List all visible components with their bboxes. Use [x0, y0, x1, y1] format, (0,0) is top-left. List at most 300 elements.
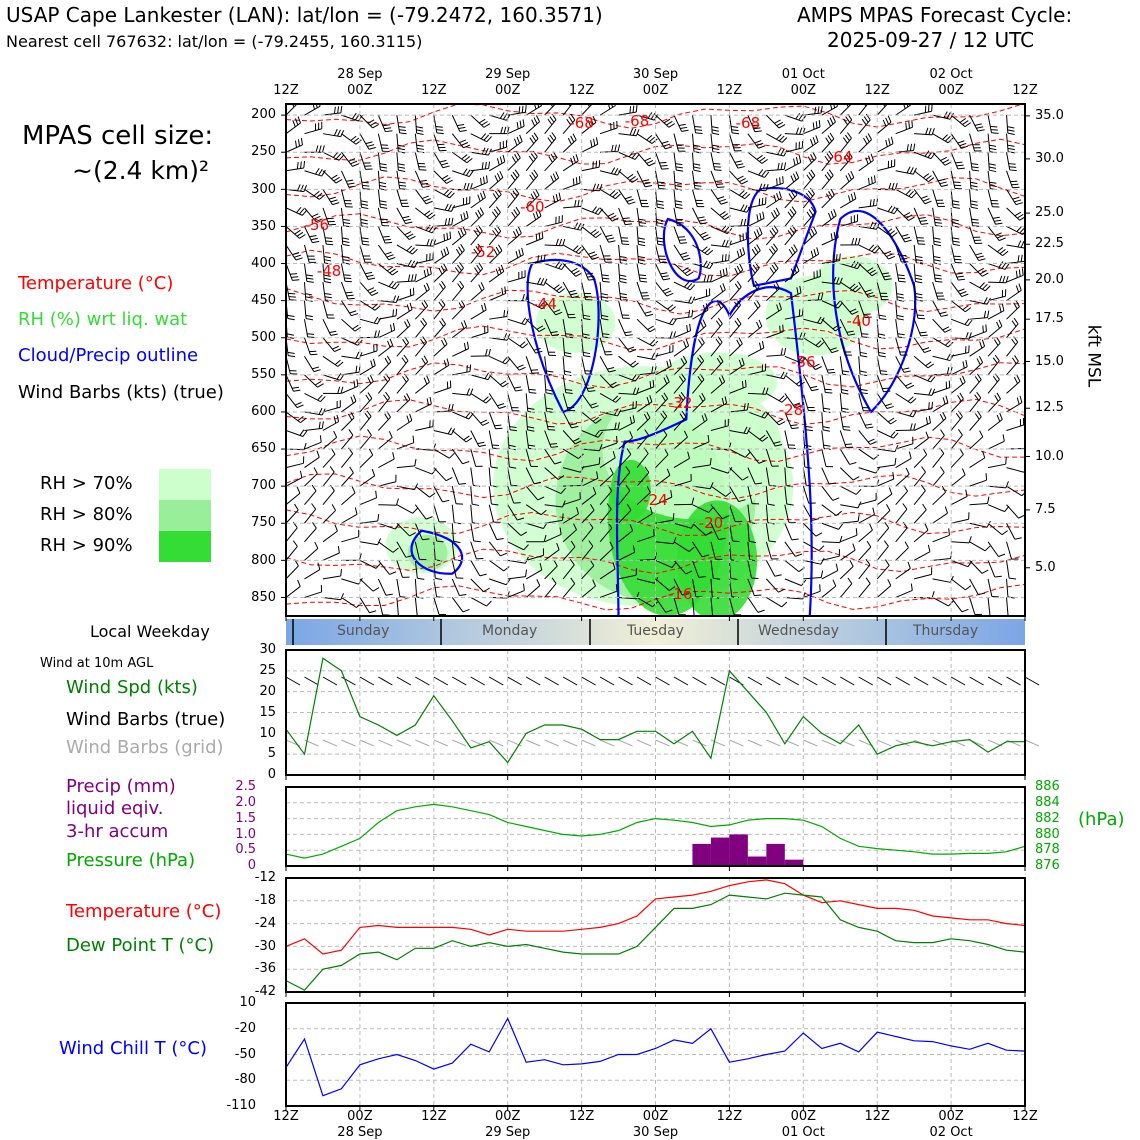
- windchill-tick-label: -80: [234, 1072, 256, 1088]
- wind-barb: [600, 226, 609, 242]
- wind-barb-feather: [591, 140, 592, 147]
- top-date-label: 01 Oct: [781, 67, 825, 83]
- wind-barb-feather: [375, 331, 377, 338]
- wind-barb: [341, 401, 356, 412]
- wind-barb: [397, 597, 399, 615]
- wind-barb-feather: [969, 332, 971, 339]
- wind-barb-feather: [379, 186, 386, 187]
- wind-barb: [970, 458, 985, 468]
- wind-barb: [397, 245, 413, 254]
- wind-barb-feather: [504, 567, 509, 571]
- wind-barb-feather: [957, 276, 964, 277]
- wind-barb: [323, 576, 341, 579]
- wind-barb: [877, 430, 893, 438]
- wind-barb-feather: [989, 170, 996, 171]
- wind-barb-feather: [532, 135, 536, 141]
- wind-barb-feather: [705, 248, 710, 253]
- wind-barb-feather: [487, 175, 488, 182]
- wind-barb-feather: [989, 164, 996, 165]
- wind-barb-feather: [447, 191, 452, 196]
- wind-barb-feather: [1014, 318, 1018, 324]
- wind-barb: [304, 393, 320, 401]
- wind-barb: [341, 386, 357, 393]
- grid-wind-barb: [711, 740, 725, 746]
- wind-barb: [951, 435, 962, 449]
- wind-barb: [489, 560, 504, 571]
- wind-barb-feather: [777, 178, 778, 185]
- wind-barb: [471, 505, 473, 523]
- wind-barb-feather: [843, 430, 850, 431]
- wind-barb-feather: [416, 130, 423, 131]
- kft-tick-label: 30.0: [1035, 151, 1064, 167]
- nearest-cell: Nearest cell 767632: lat/lon = (-79.2455, 160.3115): [6, 32, 423, 51]
- wind-barb: [933, 226, 934, 244]
- wind-barb: [489, 316, 507, 319]
- wind-barb-feather: [463, 609, 470, 612]
- wind-barb-feather: [879, 318, 886, 319]
- wind-barb: [563, 161, 578, 171]
- wind-barb-feather: [1027, 127, 1034, 128]
- wind-barb-feather: [741, 219, 743, 226]
- wind-barb-feather: [376, 491, 377, 498]
- wind-barb-feather: [755, 141, 762, 143]
- wind-barb-feather: [300, 418, 306, 422]
- wind-barb: [785, 115, 802, 121]
- wind-barb-feather: [882, 388, 889, 389]
- wind-barb: [840, 375, 841, 393]
- wind-barb-feather: [1009, 578, 1016, 579]
- pressure-tick-label: 878: [1035, 842, 1060, 858]
- wind-barb-feather: [684, 341, 686, 348]
- wind-barb: [951, 597, 962, 611]
- wind-barb-feather: [1035, 191, 1040, 196]
- wind-barb-feather: [903, 503, 907, 509]
- wind-barb: [951, 282, 962, 297]
- wind-barb-feather: [824, 445, 831, 446]
- wind-barb-feather: [870, 222, 873, 228]
- wind-barb-feather: [1037, 380, 1038, 387]
- wind-barb-feather: [500, 171, 503, 177]
- pressure-tick-label: 450: [251, 292, 276, 308]
- wind-barb: [526, 375, 529, 393]
- wind-barb-feather: [740, 249, 742, 256]
- wind-barb-feather: [699, 577, 706, 578]
- bottom-hour-label: 00Z: [938, 1109, 964, 1125]
- wind-barb: [692, 208, 700, 224]
- wind-barb: [582, 356, 586, 374]
- wind-barb-feather: [322, 146, 324, 153]
- wind-barb-feather: [821, 558, 824, 564]
- wind-barb-feather: [362, 182, 369, 183]
- wind-barb-feather: [680, 127, 687, 128]
- wind-barb-feather: [945, 329, 951, 332]
- wind-barb: [711, 324, 722, 338]
- wind-barb-feather: [934, 275, 941, 276]
- wind-barb-feather: [943, 160, 949, 163]
- wind-barb-feather: [1035, 499, 1042, 501]
- wind-barb-feather: [946, 396, 948, 403]
- wind-barb-feather: [342, 241, 349, 242]
- wind-barb: [748, 171, 765, 178]
- wind-barb-feather: [754, 302, 758, 308]
- wind-barb: [323, 553, 339, 560]
- wind-barb: [766, 134, 782, 143]
- wind-barb-feather: [568, 98, 572, 104]
- wind-barb-feather: [985, 546, 990, 551]
- wind-barb-feather: [361, 223, 368, 224]
- wind-barb-feather: [518, 227, 521, 233]
- wind-barb-feather: [921, 335, 928, 336]
- wind-barb: [803, 142, 818, 152]
- wind-barb-feather: [463, 169, 467, 175]
- wind-barb-feather: [774, 120, 780, 123]
- wind-barb-feather: [486, 349, 488, 356]
- wind-barb-feather: [334, 177, 340, 181]
- wind-barb-feather: [444, 338, 447, 344]
- wind-barb: [415, 449, 433, 450]
- wind-barb: [323, 454, 335, 467]
- wind-barb: [748, 134, 759, 149]
- bottom-hour-label: 12Z: [568, 1109, 595, 1125]
- wind-barb-feather: [484, 177, 485, 184]
- pressure-tick-label: 750: [251, 515, 276, 531]
- surface-wind-barb: [951, 677, 965, 685]
- wind-barb: [711, 171, 718, 188]
- wind-barb-feather: [715, 181, 722, 182]
- wind-barb: [378, 171, 379, 189]
- wind-barb-feather: [652, 353, 655, 359]
- surface-wind-barb: [304, 677, 318, 685]
- wind-barb: [397, 443, 414, 449]
- surface-wind-barb: [692, 677, 706, 685]
- wind-barb-feather: [686, 339, 688, 346]
- wind-barb-feather: [719, 199, 726, 201]
- wind-barb-feather: [962, 376, 965, 382]
- wind-barb-feather: [548, 138, 552, 144]
- wind-barb-feather: [319, 408, 322, 414]
- wind-barb-feather: [352, 325, 358, 329]
- wind-barb-feather: [630, 176, 636, 180]
- wind-barb-feather: [778, 148, 781, 154]
- wind-barb: [933, 435, 945, 449]
- wind-barb-feather: [370, 290, 376, 293]
- wind-barb-feather: [657, 201, 664, 202]
- wind-barb: [526, 393, 528, 411]
- pressure-tick-label: 250: [251, 144, 276, 160]
- wind-barb-feather: [989, 182, 996, 183]
- wind-barb-feather: [659, 163, 666, 164]
- wind-barb-feather: [318, 563, 320, 570]
- wind-barb-feather: [421, 321, 425, 327]
- wind-barb: [1025, 430, 1043, 432]
- wind-barb: [360, 498, 377, 505]
- wind-barb-feather: [862, 119, 866, 125]
- wind-barb: [397, 466, 415, 468]
- grid-wind-barb: [545, 740, 559, 746]
- wind-barb: [1007, 597, 1009, 615]
- wind-barb-feather: [448, 205, 451, 211]
- wind-barb-feather: [487, 601, 492, 606]
- wind-barb-feather: [371, 360, 373, 367]
- wind-barb-feather: [1009, 164, 1016, 165]
- wind-barb-feather: [652, 139, 657, 144]
- wind-barb-feather: [722, 214, 728, 218]
- wind-barb-feather: [993, 217, 1000, 218]
- wind-barb: [766, 169, 784, 170]
- wind-barb: [637, 301, 646, 316]
- wind-barb-feather: [396, 499, 398, 506]
- wind-barb-feather: [386, 594, 393, 595]
- wind-barb-feather: [346, 180, 353, 181]
- wind-barb-feather: [868, 439, 874, 442]
- wind-barb-feather: [370, 122, 376, 125]
- wind-barb-feather: [982, 340, 984, 347]
- wind-barb-feather: [349, 429, 353, 435]
- wind-barb-feather: [1014, 200, 1021, 202]
- wind-barb: [729, 152, 738, 168]
- wind-barb-feather: [307, 281, 314, 282]
- wind-barb-feather: [326, 244, 333, 245]
- wind-barb: [341, 171, 348, 187]
- wind-barb: [840, 356, 842, 374]
- wind-barb: [711, 152, 715, 170]
- wind-barb: [452, 468, 459, 485]
- wind-barb-feather: [858, 238, 860, 245]
- wind-barb-feather: [576, 177, 577, 184]
- wind-barb: [914, 111, 932, 115]
- wind-barb-feather: [780, 326, 781, 333]
- wind-barb-feather: [424, 211, 430, 215]
- wind-barb: [877, 546, 888, 560]
- wind-barb-feather: [459, 484, 466, 485]
- wind-barb-feather: [1021, 241, 1024, 247]
- wind-barb-feather: [963, 361, 964, 368]
- wind-barb-feather: [441, 266, 444, 272]
- pressure-tick-label: 876: [1035, 858, 1060, 874]
- wind-barb-feather: [1014, 377, 1017, 383]
- wind-barb: [914, 264, 915, 282]
- wind-barb-feather: [395, 284, 399, 289]
- wind-barb-feather: [772, 228, 776, 234]
- wind-barb-feather: [694, 170, 701, 171]
- wind-barb-feather: [1019, 284, 1021, 291]
- wind-barb-feather: [909, 452, 911, 459]
- wind-barb-feather: [966, 490, 967, 497]
- wind-barb-feather: [842, 408, 849, 409]
- wind-barb-feather: [864, 117, 868, 123]
- wind-barb: [452, 505, 454, 523]
- temperature-contour-label: -68: [569, 113, 594, 132]
- wind-barb-feather: [345, 292, 352, 293]
- wind-barb-feather: [982, 570, 988, 573]
- wind-barb-feather: [794, 245, 798, 251]
- wind-barb-feather: [573, 156, 575, 163]
- wind-barb: [951, 496, 967, 504]
- wind-barb-feather: [356, 366, 357, 373]
- wind-barb-feather: [639, 275, 646, 276]
- wind-barb-feather: [929, 402, 930, 409]
- surface-wind-barb: [415, 677, 429, 685]
- surface-wind-barb: [619, 677, 633, 685]
- wind-barb-feather: [380, 170, 387, 171]
- wind-barb: [415, 274, 431, 282]
- wind-barb-feather: [941, 157, 947, 160]
- wind-barb-feather: [928, 364, 934, 368]
- wind-barb-feather: [495, 191, 499, 197]
- wind-barb-feather: [480, 574, 487, 576]
- wind-barb: [951, 264, 958, 281]
- wind-barb: [378, 482, 395, 486]
- top-date-label: 30 Sep: [632, 67, 679, 83]
- wind-barb-feather: [737, 251, 739, 258]
- wind-barb-feather: [953, 244, 960, 245]
- wind-barb: [304, 301, 306, 319]
- wind-barb-feather: [399, 182, 406, 183]
- wind-barb-feather: [497, 173, 500, 179]
- wind-barb-feather: [464, 156, 469, 160]
- wind-barb-feather: [1020, 228, 1025, 233]
- wind-barb-feather: [1032, 299, 1036, 305]
- wind-barb: [748, 348, 764, 356]
- wind-barb-feather: [370, 375, 373, 381]
- wind-barb-feather: [1017, 214, 1023, 218]
- wind-barb-feather: [384, 395, 388, 401]
- wind-barb-feather: [424, 285, 427, 291]
- wind-barb-feather: [712, 130, 719, 131]
- wind-barb-feather: [494, 209, 498, 215]
- wind-barb-feather: [712, 148, 719, 149]
- wind-barb-feather: [316, 146, 318, 153]
- pressure-tick-label: 700: [251, 478, 276, 494]
- wind-barb-feather: [792, 539, 799, 540]
- wind-barb-feather: [739, 178, 745, 181]
- wind-barb-feather: [638, 241, 645, 242]
- wind-barb: [933, 208, 936, 226]
- wind-barb: [970, 245, 979, 261]
- wind-barb: [988, 189, 992, 206]
- wind-barb: [729, 115, 732, 133]
- wind-barb-feather: [289, 297, 296, 298]
- wind-barb-feather: [813, 137, 815, 144]
- wind-barb: [785, 178, 799, 189]
- wind-barb-feather: [1033, 167, 1040, 168]
- wind-barb: [545, 178, 559, 189]
- wind-barb-feather: [478, 195, 480, 202]
- wind-barb: [415, 289, 429, 300]
- wind-barb: [970, 208, 973, 226]
- wind-barb-feather: [460, 281, 464, 287]
- wind-barb-feather: [479, 445, 486, 446]
- wind-barb-feather: [337, 373, 341, 379]
- wind-barb-feather: [790, 425, 797, 426]
- wind-barb: [785, 579, 802, 586]
- wind-barb: [286, 528, 297, 542]
- wind-barb-feather: [874, 175, 875, 182]
- legend-rh70: RH > 70%: [40, 473, 133, 494]
- wind-barb-feather: [618, 145, 620, 152]
- wind-barb: [970, 171, 971, 189]
- surface-wind-barb: [988, 677, 1002, 685]
- wind-barb: [415, 382, 429, 393]
- wind-barb: [341, 418, 354, 431]
- wind-barb: [471, 542, 477, 559]
- wind-barb: [415, 260, 433, 264]
- wind-barb-feather: [466, 438, 472, 442]
- bottom-hour-label: 12Z: [716, 1109, 743, 1125]
- wind-barb: [619, 356, 633, 367]
- wind-barb: [951, 134, 961, 149]
- temperature-contour-label: -16: [667, 585, 693, 604]
- wind-barb-feather: [311, 238, 318, 239]
- wind-barb-feather: [408, 275, 409, 282]
- wind-barb-feather: [479, 285, 482, 291]
- wind-barb-feather: [866, 136, 869, 142]
- pressure-tick-label: 886: [1035, 779, 1060, 795]
- wind-barb: [489, 178, 503, 190]
- wind-barb-feather: [657, 223, 664, 224]
- wind-barb-feather: [361, 207, 368, 208]
- wind-barb-feather: [324, 256, 331, 257]
- wind-barb-feather: [834, 209, 837, 216]
- wind-barb-feather: [556, 262, 560, 268]
- wind-barb-feather: [456, 249, 460, 255]
- wind-barb-feather: [602, 278, 609, 279]
- wind-barb-feather: [1027, 597, 1034, 598]
- wind-barb-feather: [301, 162, 302, 169]
- wind-barb-feather: [343, 256, 350, 257]
- wind-barb-feather: [1032, 177, 1038, 180]
- wind-barb-feather: [956, 273, 963, 274]
- wind-barb-feather: [905, 240, 912, 242]
- wind-barb-feather: [684, 258, 691, 260]
- wind-barb: [896, 127, 913, 133]
- wind-barb-feather: [312, 241, 319, 242]
- wind-barb-feather: [601, 297, 608, 298]
- wind-barb-feather: [615, 194, 620, 199]
- wind-barb-feather: [912, 120, 913, 127]
- wind-barb-feather: [720, 270, 721, 277]
- wind-barb-feather: [955, 162, 962, 163]
- wind-barb-feather: [357, 379, 358, 386]
- wind-barb: [415, 152, 419, 170]
- wind-barb: [397, 208, 406, 224]
- wind-barb-feather: [990, 126, 997, 127]
- wind-barb: [951, 152, 958, 169]
- station-title: USAP Cape Lankester (LAN): lat/lon = (-79.2472, 160.3571): [6, 3, 603, 27]
- wind-barb-feather: [717, 187, 724, 188]
- wind-barb-feather: [663, 279, 670, 280]
- wind-barb-feather: [675, 186, 682, 187]
- wind-barb-feather: [687, 283, 692, 288]
- wind-barb-feather: [921, 196, 928, 199]
- wind-barb-feather: [947, 367, 948, 374]
- wind-barb-feather: [624, 221, 631, 222]
- wind-barb-feather: [336, 154, 341, 159]
- wind-barb: [489, 375, 502, 387]
- wind-barb-feather: [497, 158, 499, 165]
- wind-barb-feather: [356, 140, 361, 144]
- wind-barb-feather: [329, 197, 336, 199]
- wind-barb: [896, 528, 908, 542]
- wind-barb-feather: [334, 107, 335, 114]
- wind-barb: [1007, 115, 1008, 133]
- wind-barb-feather: [975, 253, 982, 255]
- model-cycle-date: 2025-09-27 / 12 UTC: [827, 28, 1035, 52]
- wind-barb-feather: [899, 281, 906, 282]
- wind-barb-feather: [1040, 220, 1042, 227]
- wind-barb-feather: [348, 183, 355, 184]
- wind-barb-feather: [485, 162, 486, 169]
